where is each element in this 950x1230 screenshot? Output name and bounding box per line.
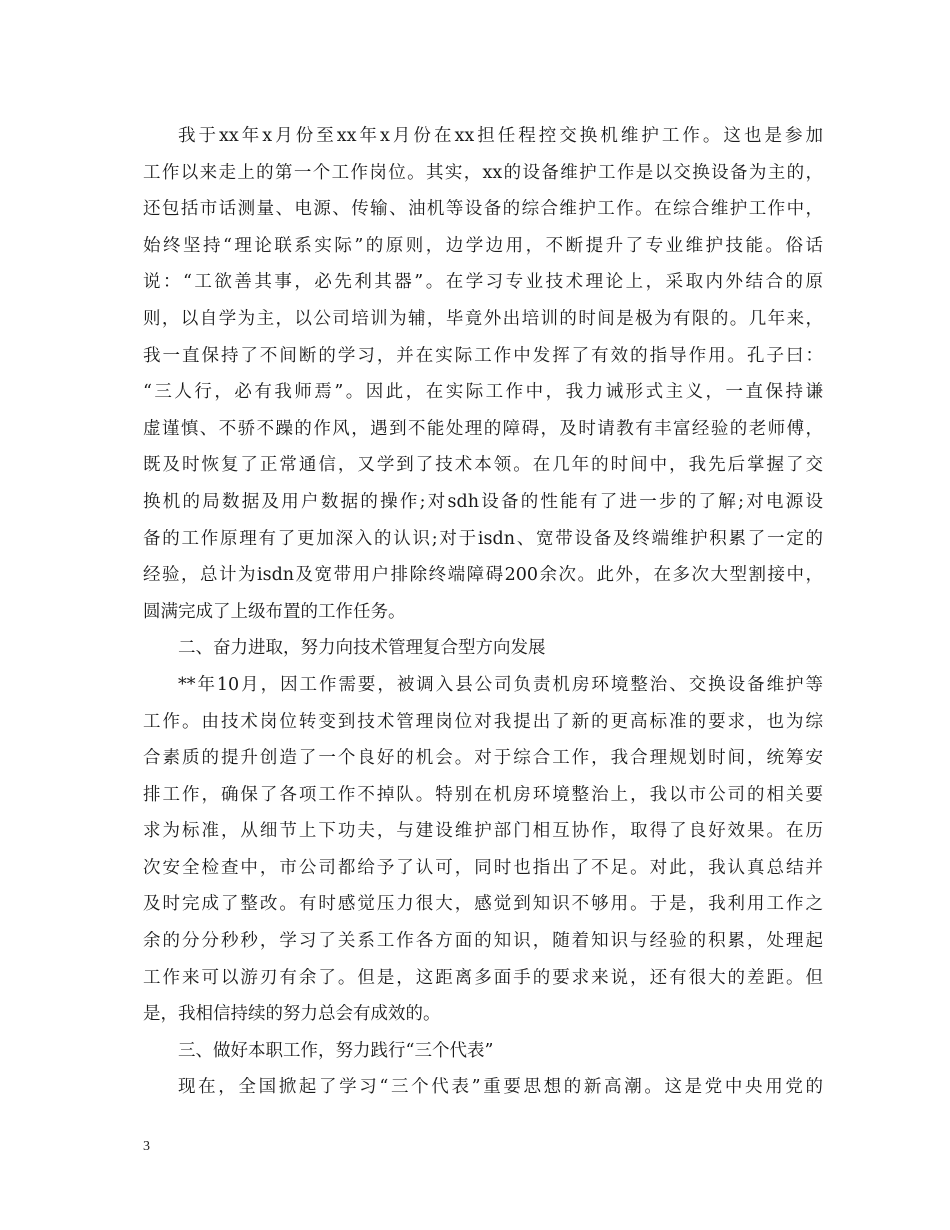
text-line: 备的工作原理有了更加深入的认识;对于isdn、宽带设备及终端维护积累了一定的 — [143, 528, 823, 549]
text-line: 是，我相信持续的努力总会有成效的。 — [143, 1004, 441, 1025]
text-line: 则，以自学为主，以公司培训为辅，毕竟外出培训的时间是极为有限的。几年来， — [143, 308, 823, 329]
text-line: 排工作，确保了各项工作不掉队。特别在机房环境整治上，我以市公司的相关要 — [143, 784, 823, 805]
text-line: 现在，全国掀起了学习“三个代表”重要思想的新高潮。这是党中央用党的 — [178, 1077, 823, 1098]
text-line: “三人行，必有我师焉”。因此，在实际工作中，我力诫形式主义，一直保持谦 — [143, 382, 823, 403]
text-line: 我一直保持了不间断的学习，并在实际工作中发挥了有效的指导作用。孔子曰： — [143, 345, 823, 366]
text-line: 工作。由技术岗位转变到技术管理岗位对我提出了新的更高标准的要求，也为综 — [143, 711, 823, 732]
section-heading: 二、奋力进取，努力向技术管理复合型方向发展 — [178, 638, 546, 659]
text-line: 合素质的提升创造了一个良好的机会。对于综合工作，我合理规划时间，统筹安 — [143, 748, 823, 769]
text-line: 换机的局数据及用户数据的操作;对sdh设备的性能有了进一步的了解;对电源设 — [143, 491, 823, 512]
text-line: 工作以来走上的第一个工作岗位。其实，xx的设备维护工作是以交换设备为主的， — [143, 162, 823, 183]
section-heading: 三、做好本职工作，努力践行“三个代表” — [178, 1040, 494, 1061]
text-line: 说：“工欲善其事，必先利其器”。在学习专业技术理论上，采取内外结合的原 — [143, 272, 823, 293]
body-text — [143, 118, 823, 1106]
page-number: 3 — [143, 1139, 150, 1154]
text-line: 我于xx年x月份至xx年x月份在xx担任程控交换机维护工作。这也是参加 — [178, 126, 823, 146]
text-line: 还包括市话测量、电源、传输、油机等设备的综合维护工作。在综合维护工作中， — [143, 199, 823, 220]
text-line: 经验，总计为isdn及宽带用户排除终端障碍200余次。此外，在多次大型割接中， — [143, 565, 823, 586]
text-line: 始终坚持“理论联系实际”的原则，边学边用，不断提升了专业维护技能。俗话 — [143, 235, 823, 256]
text-line: 余的分分秒秒，学习了关系工作各方面的知识，随着知识与经验的积累，处理起 — [143, 931, 823, 952]
text-line: 虚谨慎、不骄不躁的作风，遇到不能处理的障碍，及时请教有丰富经验的老师傅， — [143, 418, 823, 439]
text-line: 圆满完成了上级布置的工作任务。 — [143, 601, 406, 622]
text-line: **年10月，因工作需要，被调入县公司负责机房环境整治、交换设备维护等 — [178, 674, 823, 695]
text-line: 及时完成了整改。有时感觉压力很大，感觉到知识不够用。于是，我利用工作之 — [143, 894, 823, 915]
text-line: 次安全检查中，市公司都给予了认可，同时也指出了不足。对此，我认真总结并 — [143, 857, 823, 878]
text-line: 工作来可以游刃有余了。但是，这距离多面手的要求来说，还有很大的差距。但 — [143, 967, 823, 988]
text-line: 既及时恢复了正常通信，又学到了技术本领。在几年的时间中，我先后掌握了交 — [143, 455, 823, 476]
text-line: 求为标准，从细节上下功夫，与建设维护部门相互协作，取得了良好效果。在历 — [143, 821, 823, 842]
